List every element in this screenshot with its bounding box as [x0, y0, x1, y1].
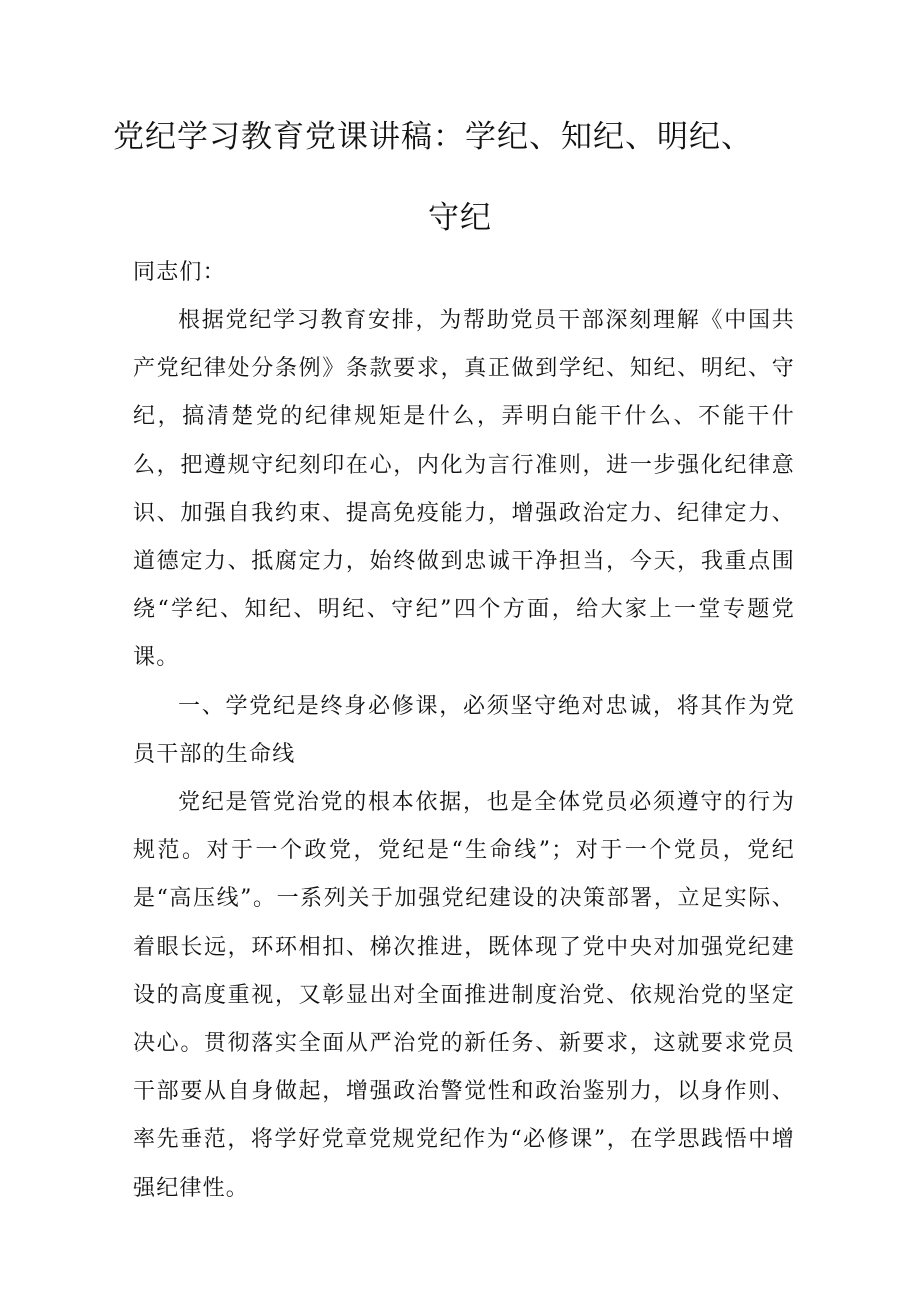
paragraph-intro: 根据党纪学习教育安排，为帮助党员干部深刻理解《中国共产党纪律处分条例》条款要求，真正做到学纪、知纪、明纪、守纪，搞清楚党的纪律规矩是什么，弄明白能干什么、不能干什么，把遵规守纪刻印在心，内化为言行准则，进一步强化纪律意识、加强自我约束、提高免疫能力，增强政治定力、纪律定力、道德定力、抵腐定力，始终做到忠诚干净担当，今天，我重点围绕“学纪、知纪、明纪、守纪”四个方面，给大家上一堂专题党课。: [133, 308, 795, 671]
paragraph-section-1: 党纪是管党治党的根本依据，也是全体党员必须遵守的行为规范。对于一个政党，党纪是“生命线”；对于一个党员，党纪是“高压线”。一系列关于加强党纪建设的决策部署，立足实际、着眼长远，环环相扣、梯次推进，既体现了党中央对加强党纪建设的高度重视，又彰显出对全面推进制度治党、依规治党的坚定决心。贯彻落实全面从严治党的新任务、新要求，这就要求党员干部要从自身做起，增强政治警觉性和政治鉴别力，以身作则、率先垂范，将学好党章党规党纪作为“必修课”，在学思践悟中增强纪律性。: [133, 790, 795, 1201]
document-body: [133, 297, 795, 1213]
document-title-line-1: 党纪学习教育党课讲稿：学纪、知纪、明纪、: [113, 119, 753, 155]
section-heading-1: 一、学党纪是终身必修课，必须坚守绝对忠诚，将其作为党员干部的生命线: [133, 693, 795, 767]
salutation: 同志们：: [133, 260, 226, 285]
document-title-line-2: 守纪: [428, 200, 492, 236]
